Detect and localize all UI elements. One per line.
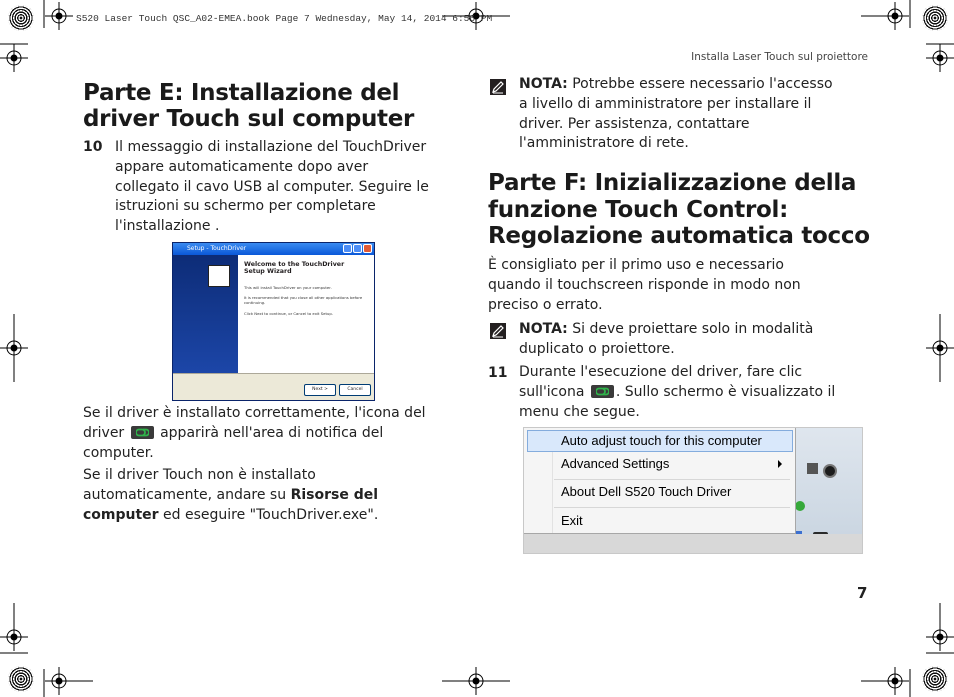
para-bold-text: Risorse del xyxy=(290,486,379,503)
para-text: apparirà nell'area di notifica del xyxy=(160,424,384,441)
setup-title: Setup - TouchDriver xyxy=(187,245,247,252)
context-menu-screenshot xyxy=(523,427,863,554)
book-slug: S520 Laser Touch QSC_A02-EMEA.book Page 7 Wednesday, May 14, 2014 6:56 PM xyxy=(76,13,493,24)
note-icon xyxy=(490,323,506,339)
note-label: NOTA: xyxy=(519,76,568,92)
installer-logo-icon xyxy=(208,265,230,287)
step-11-line xyxy=(519,383,835,403)
para-text: ed eseguire "TouchDriver.exe". xyxy=(163,506,379,523)
tray-app-icon xyxy=(807,463,818,474)
note-line: duplicato o proiettore. xyxy=(519,340,675,357)
tray-app-icon xyxy=(823,464,837,478)
setup-text-line: It is recommended that you close all other applications before xyxy=(244,295,363,300)
note-line: a livello di amministratore per installare il xyxy=(519,95,812,112)
setup-body xyxy=(238,255,374,373)
setup-title-bar xyxy=(173,243,374,255)
para-line: Se il driver Touch non è installato xyxy=(83,467,316,483)
note-label: NOTA: xyxy=(519,321,568,337)
page-number: 7 xyxy=(857,584,868,602)
note-line xyxy=(519,75,833,95)
para-line xyxy=(83,486,378,506)
setup-text: Click Next to continue, or Cancel to exit Setup. xyxy=(244,311,333,316)
step-10-line: Il messaggio di installazione del TouchDriver xyxy=(115,139,427,155)
tray-check-icon xyxy=(795,501,805,511)
heading-parte-e-line2: driver Touch sul computer xyxy=(83,106,415,132)
step-11-number: 11 xyxy=(488,365,508,381)
touch-driver-tray-icon xyxy=(131,426,154,439)
heading-parte-f-line1: Parte F: Inizializzazione della xyxy=(488,170,857,196)
para-line: computer. xyxy=(83,444,154,461)
step-11-text-part: sull'icona xyxy=(519,383,585,400)
running-header: Installa Laser Touch sul proiettore xyxy=(691,51,868,63)
note-line: driver. Per assistenza, contattare xyxy=(519,115,750,132)
step-11-line: menu che segue. xyxy=(519,403,640,420)
step-10-text xyxy=(115,138,429,237)
menu-item-about[interactable]: About Dell S520 Touch Driver xyxy=(561,484,732,499)
note-projection-mode xyxy=(519,320,813,360)
step-11-text xyxy=(519,363,835,422)
para-driver-installed xyxy=(83,404,426,463)
setup-sidebar xyxy=(173,255,238,373)
step-11-text-part: . Sullo schermo è visualizzato il xyxy=(615,383,836,400)
desktop-bottom xyxy=(524,534,863,554)
step-10-line: istruzioni su schermo per completare xyxy=(115,198,376,215)
step-10-line: appare automaticamente dopo aver xyxy=(115,158,369,175)
para-line: Se il driver è installato correttamente, l'icona del xyxy=(83,405,426,421)
step-11-line: Durante l'esecuzione del driver, fare clic xyxy=(519,364,803,380)
heading-parte-f-line3: Regolazione automatica tocco xyxy=(488,223,870,249)
intro-line: quando il touchscreen risponde in modo non xyxy=(488,276,801,293)
minimize-icon xyxy=(343,244,352,253)
touch-driver-tray-icon xyxy=(591,385,614,398)
maximize-icon xyxy=(353,244,362,253)
menu-item-exit[interactable]: Exit xyxy=(561,513,583,528)
close-icon xyxy=(363,244,372,253)
next-button: Next > xyxy=(304,384,336,396)
step-10-line: collegato il cavo USB al computer. Seguire le xyxy=(115,178,429,195)
heading-parte-f-line2: funzione Touch Control: xyxy=(488,197,789,223)
intro-line: È consigliato per il primo uso e necessario xyxy=(488,257,784,273)
setup-text xyxy=(244,295,369,305)
setup-welcome-line: Welcome to the TouchDriver xyxy=(244,261,345,268)
setup-welcome-line: Setup Wizard xyxy=(244,268,292,275)
para-text: driver xyxy=(83,424,125,441)
note-text: Si deve proiettare solo in modalità xyxy=(572,321,814,337)
para-driver-not-installed xyxy=(83,466,378,525)
step-10-line: l'installazione . xyxy=(115,218,220,235)
menu-item-auto-adjust[interactable]: Auto adjust touch for this computer xyxy=(561,433,762,448)
context-menu-panel xyxy=(524,428,796,534)
setup-wizard-screenshot xyxy=(172,242,375,401)
step-10-number: 10 xyxy=(83,139,103,155)
setup-text: This will install TouchDriver on your computer. xyxy=(244,285,332,290)
setup-footer xyxy=(173,373,374,401)
setup-text-line: continuing. xyxy=(244,300,266,305)
note-icon xyxy=(490,79,506,95)
menu-item-advanced-settings[interactable]: Advanced Settings xyxy=(561,456,670,471)
submenu-arrow-icon xyxy=(778,460,782,468)
para-line xyxy=(83,424,426,444)
note-line: l'amministratore di rete. xyxy=(519,135,689,152)
setup-welcome-title xyxy=(244,261,344,275)
note-admin xyxy=(519,75,833,154)
intro-paragraph xyxy=(488,256,801,315)
para-text: automaticamente, andare su xyxy=(83,486,287,503)
note-text: Potrebbe essere necessario l'accesso xyxy=(572,76,833,92)
heading-parte-e-line1: Parte E: Installazione del xyxy=(83,80,400,106)
menu-separator xyxy=(554,479,790,480)
menu-separator xyxy=(554,507,790,508)
cancel-button: Cancel xyxy=(339,384,371,396)
para-bold-text: computer xyxy=(83,506,159,523)
para-line xyxy=(83,506,378,526)
note-line xyxy=(519,320,813,340)
intro-line: preciso o errato. xyxy=(488,296,603,313)
